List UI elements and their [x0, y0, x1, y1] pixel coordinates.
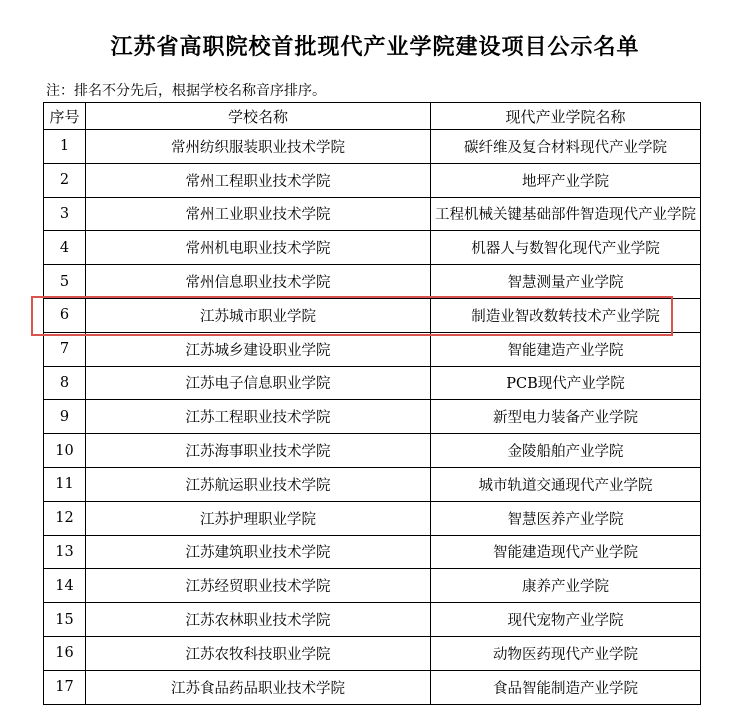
cell-college: 智慧医养产业学院	[431, 501, 701, 535]
cell-school: 江苏经贸职业技术学院	[86, 569, 431, 603]
cell-number: 7	[44, 332, 86, 366]
cell-number: 15	[44, 603, 86, 637]
cell-school: 常州工业职业技术学院	[86, 197, 431, 231]
cell-college: 金陵船舶产业学院	[431, 434, 701, 468]
table-row	[44, 366, 701, 400]
cell-number: 11	[44, 467, 86, 501]
cell-college: 现代宠物产业学院	[431, 603, 701, 637]
cell-number: 4	[44, 231, 86, 265]
table-row	[44, 569, 701, 603]
cell-college: 城市轨道交通现代产业学院	[431, 467, 701, 501]
cell-number: 2	[44, 163, 86, 197]
cell-college: 工程机械关键基础部件智造现代产业学院	[431, 197, 701, 231]
header-number: 序号	[44, 103, 86, 130]
cell-number: 17	[44, 670, 86, 704]
cell-college: 康养产业学院	[431, 569, 701, 603]
cell-number: 10	[44, 434, 86, 468]
table-row	[44, 535, 701, 569]
cell-number: 13	[44, 535, 86, 569]
cell-college: 新型电力装备产业学院	[431, 400, 701, 434]
cell-college: 碳纤维及复合材料现代产业学院	[431, 130, 701, 164]
cell-college: 制造业智改数转技术产业学院	[431, 298, 701, 332]
cell-school: 江苏城市职业学院	[86, 298, 431, 332]
cell-school: 常州纺织服装职业技术学院	[86, 130, 431, 164]
cell-school: 江苏护理职业学院	[86, 501, 431, 535]
header-college: 现代产业学院名称	[431, 103, 701, 130]
table-row	[44, 670, 701, 704]
cell-school: 江苏农林职业技术学院	[86, 603, 431, 637]
cell-college: 智能建造现代产业学院	[431, 535, 701, 569]
cell-college: 食品智能制造产业学院	[431, 670, 701, 704]
cell-school: 常州工程职业技术学院	[86, 163, 431, 197]
note-text: 注：排名不分先后，根据学校名称音序排序。	[46, 83, 326, 99]
cell-number: 14	[44, 569, 86, 603]
cell-number: 9	[44, 400, 86, 434]
cell-college: 动物医药现代产业学院	[431, 636, 701, 670]
table-row	[44, 636, 701, 670]
cell-college: 智能建造产业学院	[431, 332, 701, 366]
cell-number: 6	[44, 298, 86, 332]
table-header-row	[44, 103, 701, 130]
table-row	[44, 603, 701, 637]
cell-school: 常州信息职业技术学院	[86, 265, 431, 299]
table-row	[44, 231, 701, 265]
cell-college: 地坪产业学院	[431, 163, 701, 197]
table-row	[44, 400, 701, 434]
cell-school: 江苏海事职业技术学院	[86, 434, 431, 468]
table-row	[44, 163, 701, 197]
cell-number: 8	[44, 366, 86, 400]
cell-school: 常州机电职业技术学院	[86, 231, 431, 265]
table-row	[44, 265, 701, 299]
cell-college: 机器人与数智化现代产业学院	[431, 231, 701, 265]
header-school: 学校名称	[86, 103, 431, 130]
cell-number: 12	[44, 501, 86, 535]
table-row	[44, 501, 701, 535]
project-table	[43, 102, 701, 705]
table-row	[44, 298, 701, 332]
cell-number: 3	[44, 197, 86, 231]
cell-number: 5	[44, 265, 86, 299]
cell-school: 江苏建筑职业技术学院	[86, 535, 431, 569]
table-row	[44, 467, 701, 501]
page-title: 江苏省高职院校首批现代产业学院建设项目公示名单	[110, 35, 640, 60]
cell-school: 江苏食品药品职业技术学院	[86, 670, 431, 704]
table-row	[44, 434, 701, 468]
cell-number: 16	[44, 636, 86, 670]
cell-school: 江苏工程职业技术学院	[86, 400, 431, 434]
cell-college: PCB现代产业学院	[431, 366, 701, 400]
cell-school: 江苏电子信息职业学院	[86, 366, 431, 400]
cell-school: 江苏城乡建设职业学院	[86, 332, 431, 366]
table-row	[44, 130, 701, 164]
cell-school: 江苏农牧科技职业学院	[86, 636, 431, 670]
table-row	[44, 197, 701, 231]
table-row	[44, 332, 701, 366]
cell-college: 智慧测量产业学院	[431, 265, 701, 299]
cell-school: 江苏航运职业技术学院	[86, 467, 431, 501]
cell-number: 1	[44, 130, 86, 164]
